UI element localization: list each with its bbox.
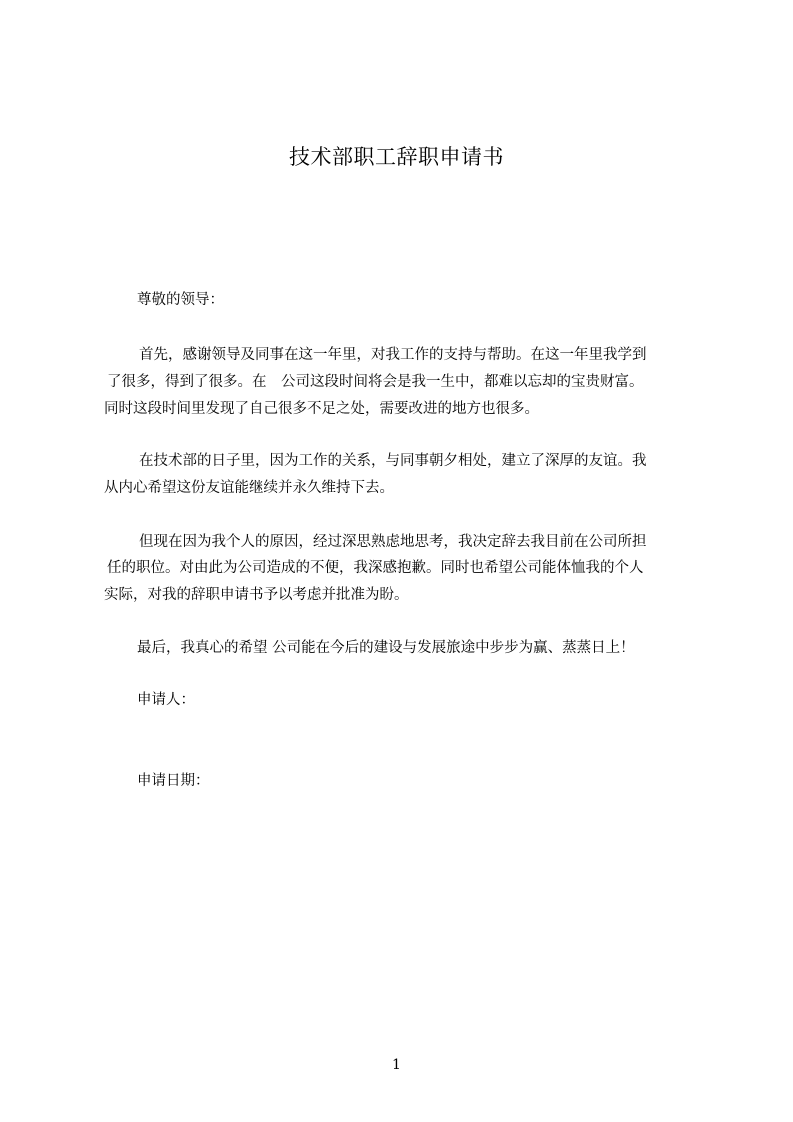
paragraph-3-line-3: 实际，对我的辞职申请书予以考虑并批准为盼。: [104, 587, 409, 603]
paragraph-2-line-2: 从内心希望这份友谊能继续并永久维持下去。: [104, 480, 394, 496]
paragraph-1-line-2: 了很多，得到了很多。在 公司这段时间将会是我一生中，都难以忘却的宝贵财富。: [107, 374, 644, 390]
paragraph-1-line-3: 同时这段时间里发现了自己很多不足之处，需要改进的地方也很多。: [104, 401, 539, 417]
page-number: 1: [392, 1057, 401, 1073]
paragraph-2-line-1: 在技术部的日子里，因为工作的关系，与同事朝夕相处，建立了深厚的友谊。我: [139, 453, 647, 469]
paragraph-1-line-1: 首先，感谢领导及同事在这一年里，对我工作的支持与帮助。在这一年里我学到: [139, 347, 647, 363]
document-title: 技术部职工辞职申请书: [289, 145, 504, 169]
paragraph-3-line-2: 任的职位。对由此为公司造成的不便，我深感抱歉。同时也希望公司能体恤我的个人: [107, 560, 644, 576]
date-label: 申请日期：: [137, 773, 210, 789]
paragraph-3-line-1: 但现在因为我个人的原因，经过深思熟虑地思考，我决定辞去我目前在公司所担: [139, 534, 647, 550]
closing-paragraph: 最后，我真心的希望 公司能在今后的建设与发展旅途中步步为赢、蒸蒸日上！: [137, 640, 635, 656]
greeting: 尊敬的领导：: [137, 292, 224, 308]
applicant-label: 申请人：: [137, 692, 195, 708]
